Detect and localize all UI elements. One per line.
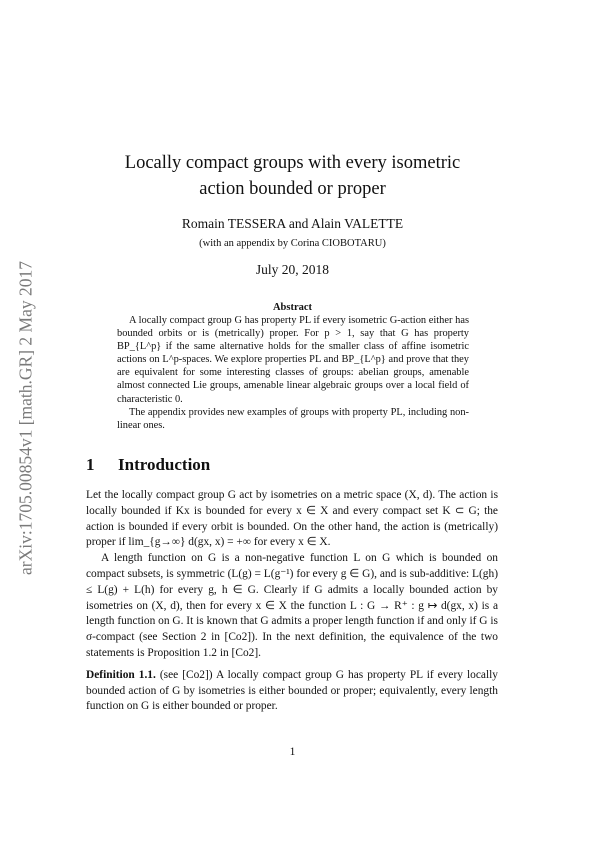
section-number: 1 [86, 455, 95, 474]
paper-date: July 20, 2018 [255, 262, 330, 277]
appendix-note: (with an appendix by Corina CIOBOTARU) [199, 238, 386, 249]
section-title: Introduction [118, 455, 211, 474]
arxiv-sidebar [8, 228, 44, 608]
body-paragraph-1: Let the locally compact group G act by isometries on a metric space (X, d). The action is locally bounded if Kx is bounded for every x ∈ X and every compact set K ⊂ G; the action is bounded if every orbit is bounded. On the other hand, the action is (metrically) proper if lim_{g→∞} d(gx, x) = +∞ for every x ∈ X. [86, 489, 498, 549]
paper-title [80, 150, 505, 202]
section-heading [86, 455, 210, 475]
section-body [86, 488, 498, 715]
definition-label: Definition 1.1. [86, 668, 156, 681]
definition-text: (see [Co2]) A locally compact group G has property PL if every locally bounded action of G by isometries is either bounded or proper; equivalently, every length function on G is either bounded or proper. [86, 668, 498, 713]
page-number: 1 [289, 746, 296, 758]
abstract-paragraph-1: A locally compact group G has property PL if every isometric G-action either has bounded orbits or is (metrically) proper. For p > 1, say that G has property BP_{L^p} if the same alternative holds for the smaller class of affine isometric actions on L^p-spaces. We explore properties PL and BP_{L^p} and prove that they are equivalent for some interesting classes of groups: abelian groups, amenable almost connected Lie groups, amenable linear algebraic groups over a local field of characteristic 0. [117, 315, 469, 405]
abstract-heading: Abstract [272, 302, 313, 313]
title-line-2: action bounded or proper [199, 179, 386, 199]
abstract-body [117, 314, 469, 432]
definition-block [86, 668, 498, 715]
arxiv-identifier: arXiv:1705.00854v1 [math.GR] 2 May 2017 [15, 261, 36, 575]
abstract-paragraph-2: The appendix provides new examples of groups with property PL, including non-linear ones. [117, 406, 469, 431]
body-paragraph-2: A length function on G is a non-negative function L on G which is bounded on compact subsets, is symmetric (L(g) = L(g⁻¹) for every g ∈ G), and is sub-additive: L(gh) ≤ L(g) + L(h) for every g, h ∈ G. Clearly if G admits a locally bounded action by isometries on (X, d), then for every x ∈ X the function L : G → R⁺ : g ↦ d(gx, x) is a length function on G. It is known that G admits a proper length function if and only if G is σ-compact (see Section 2 in [Co2]). In the next definition, the equivalence of the two statements is Proposition 1.2 in [Co2]. [86, 552, 498, 659]
authors: Romain TESSERA and Alain VALETTE [181, 216, 404, 231]
title-line-1: Locally compact groups with every isometric [124, 153, 461, 173]
